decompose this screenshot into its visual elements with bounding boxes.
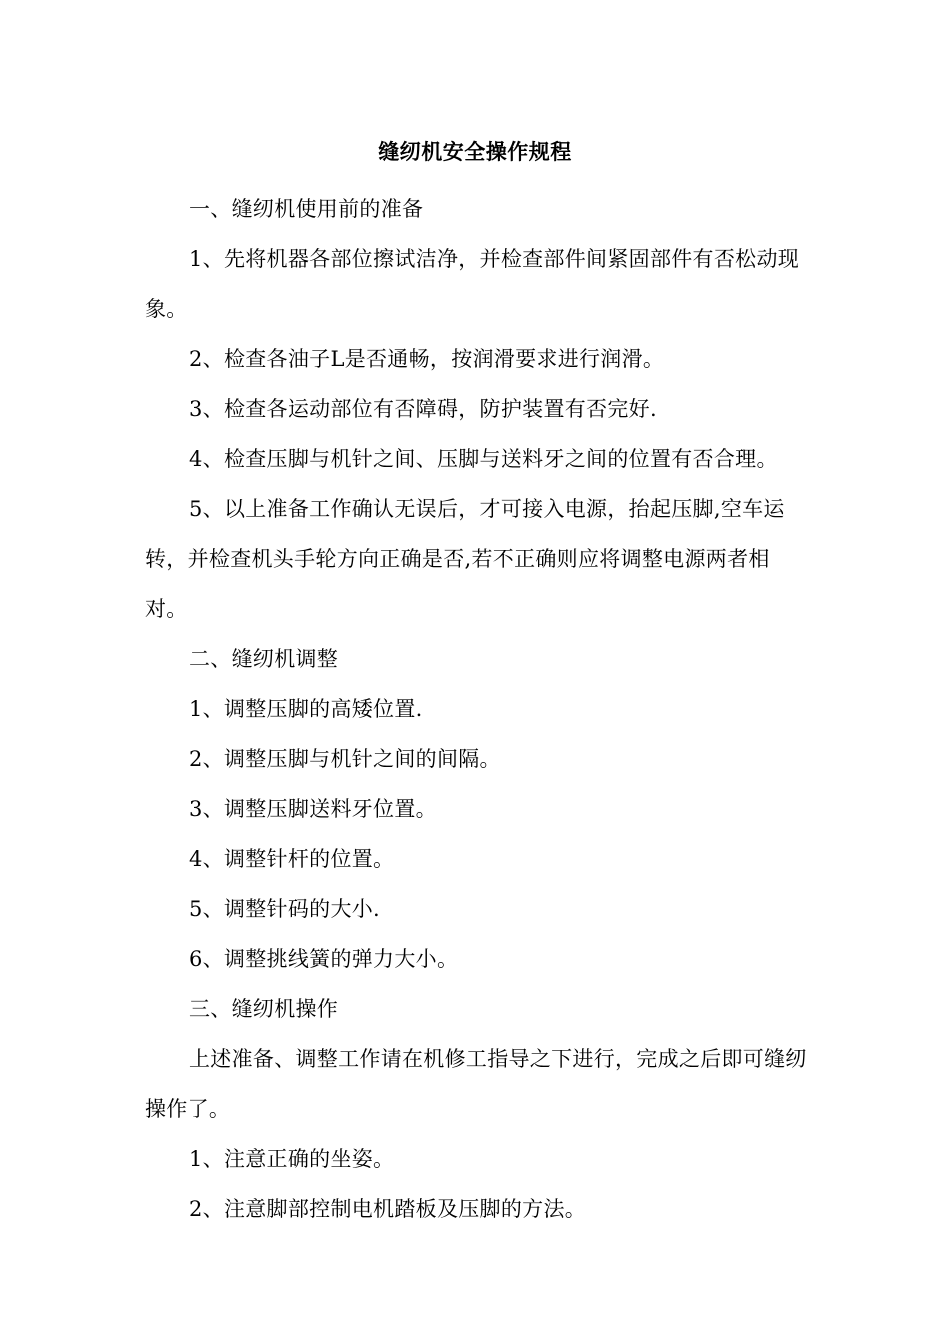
- paragraph: 5、以上准备工作确认无误后，才可接入电源，抬起压脚,空车运转，并检查机头手轮方向正确是否,若不正确则应将调整电源两者相对。: [145, 497, 785, 621]
- paragraph: 1、先将机器各部位擦试洁净，并检查部件间紧固部件有否松动现象。: [145, 247, 800, 321]
- paragraph: 2、注意脚部控制电机踏板及压脚的方法。: [189, 1197, 587, 1221]
- paragraph: 3、检查各运动部位有否障碍，防护装置有否完好.: [189, 397, 657, 421]
- section-heading-preparation: 一、缝纫机使用前的准备: [189, 197, 424, 221]
- paragraph: 4、调整针杆的位置。: [189, 847, 395, 871]
- paragraph: 上述准备、调整工作请在机修工指导之下进行，完成之后即可缝纫操作了。: [145, 1047, 807, 1121]
- paragraph: 4、检查压脚与机针之间、压脚与送料牙之间的位置有否合理。: [189, 447, 778, 471]
- paragraph: 2、检查各油子L是否通畅，按润滑要求进行润滑。: [189, 347, 665, 371]
- paragraph: 5、调整针码的大小.: [189, 897, 381, 921]
- document-body: [145, 184, 810, 1234]
- paragraph: 6、调整挑线簧的弹力大小。: [189, 947, 459, 971]
- section-heading-operation: 三、缝纫机操作: [189, 997, 339, 1021]
- document-title: 缝纫机安全操作规程: [378, 139, 572, 164]
- paragraph: 1、调整压脚的高矮位置.: [189, 697, 423, 721]
- section-heading-adjustment: 二、缝纫机调整: [189, 647, 339, 671]
- paragraph: 1、注意正确的坐姿。: [189, 1147, 395, 1171]
- paragraph: 2、调整压脚与机针之间的间隔。: [189, 747, 501, 771]
- paragraph: 3、调整压脚送料牙位置。: [189, 797, 437, 821]
